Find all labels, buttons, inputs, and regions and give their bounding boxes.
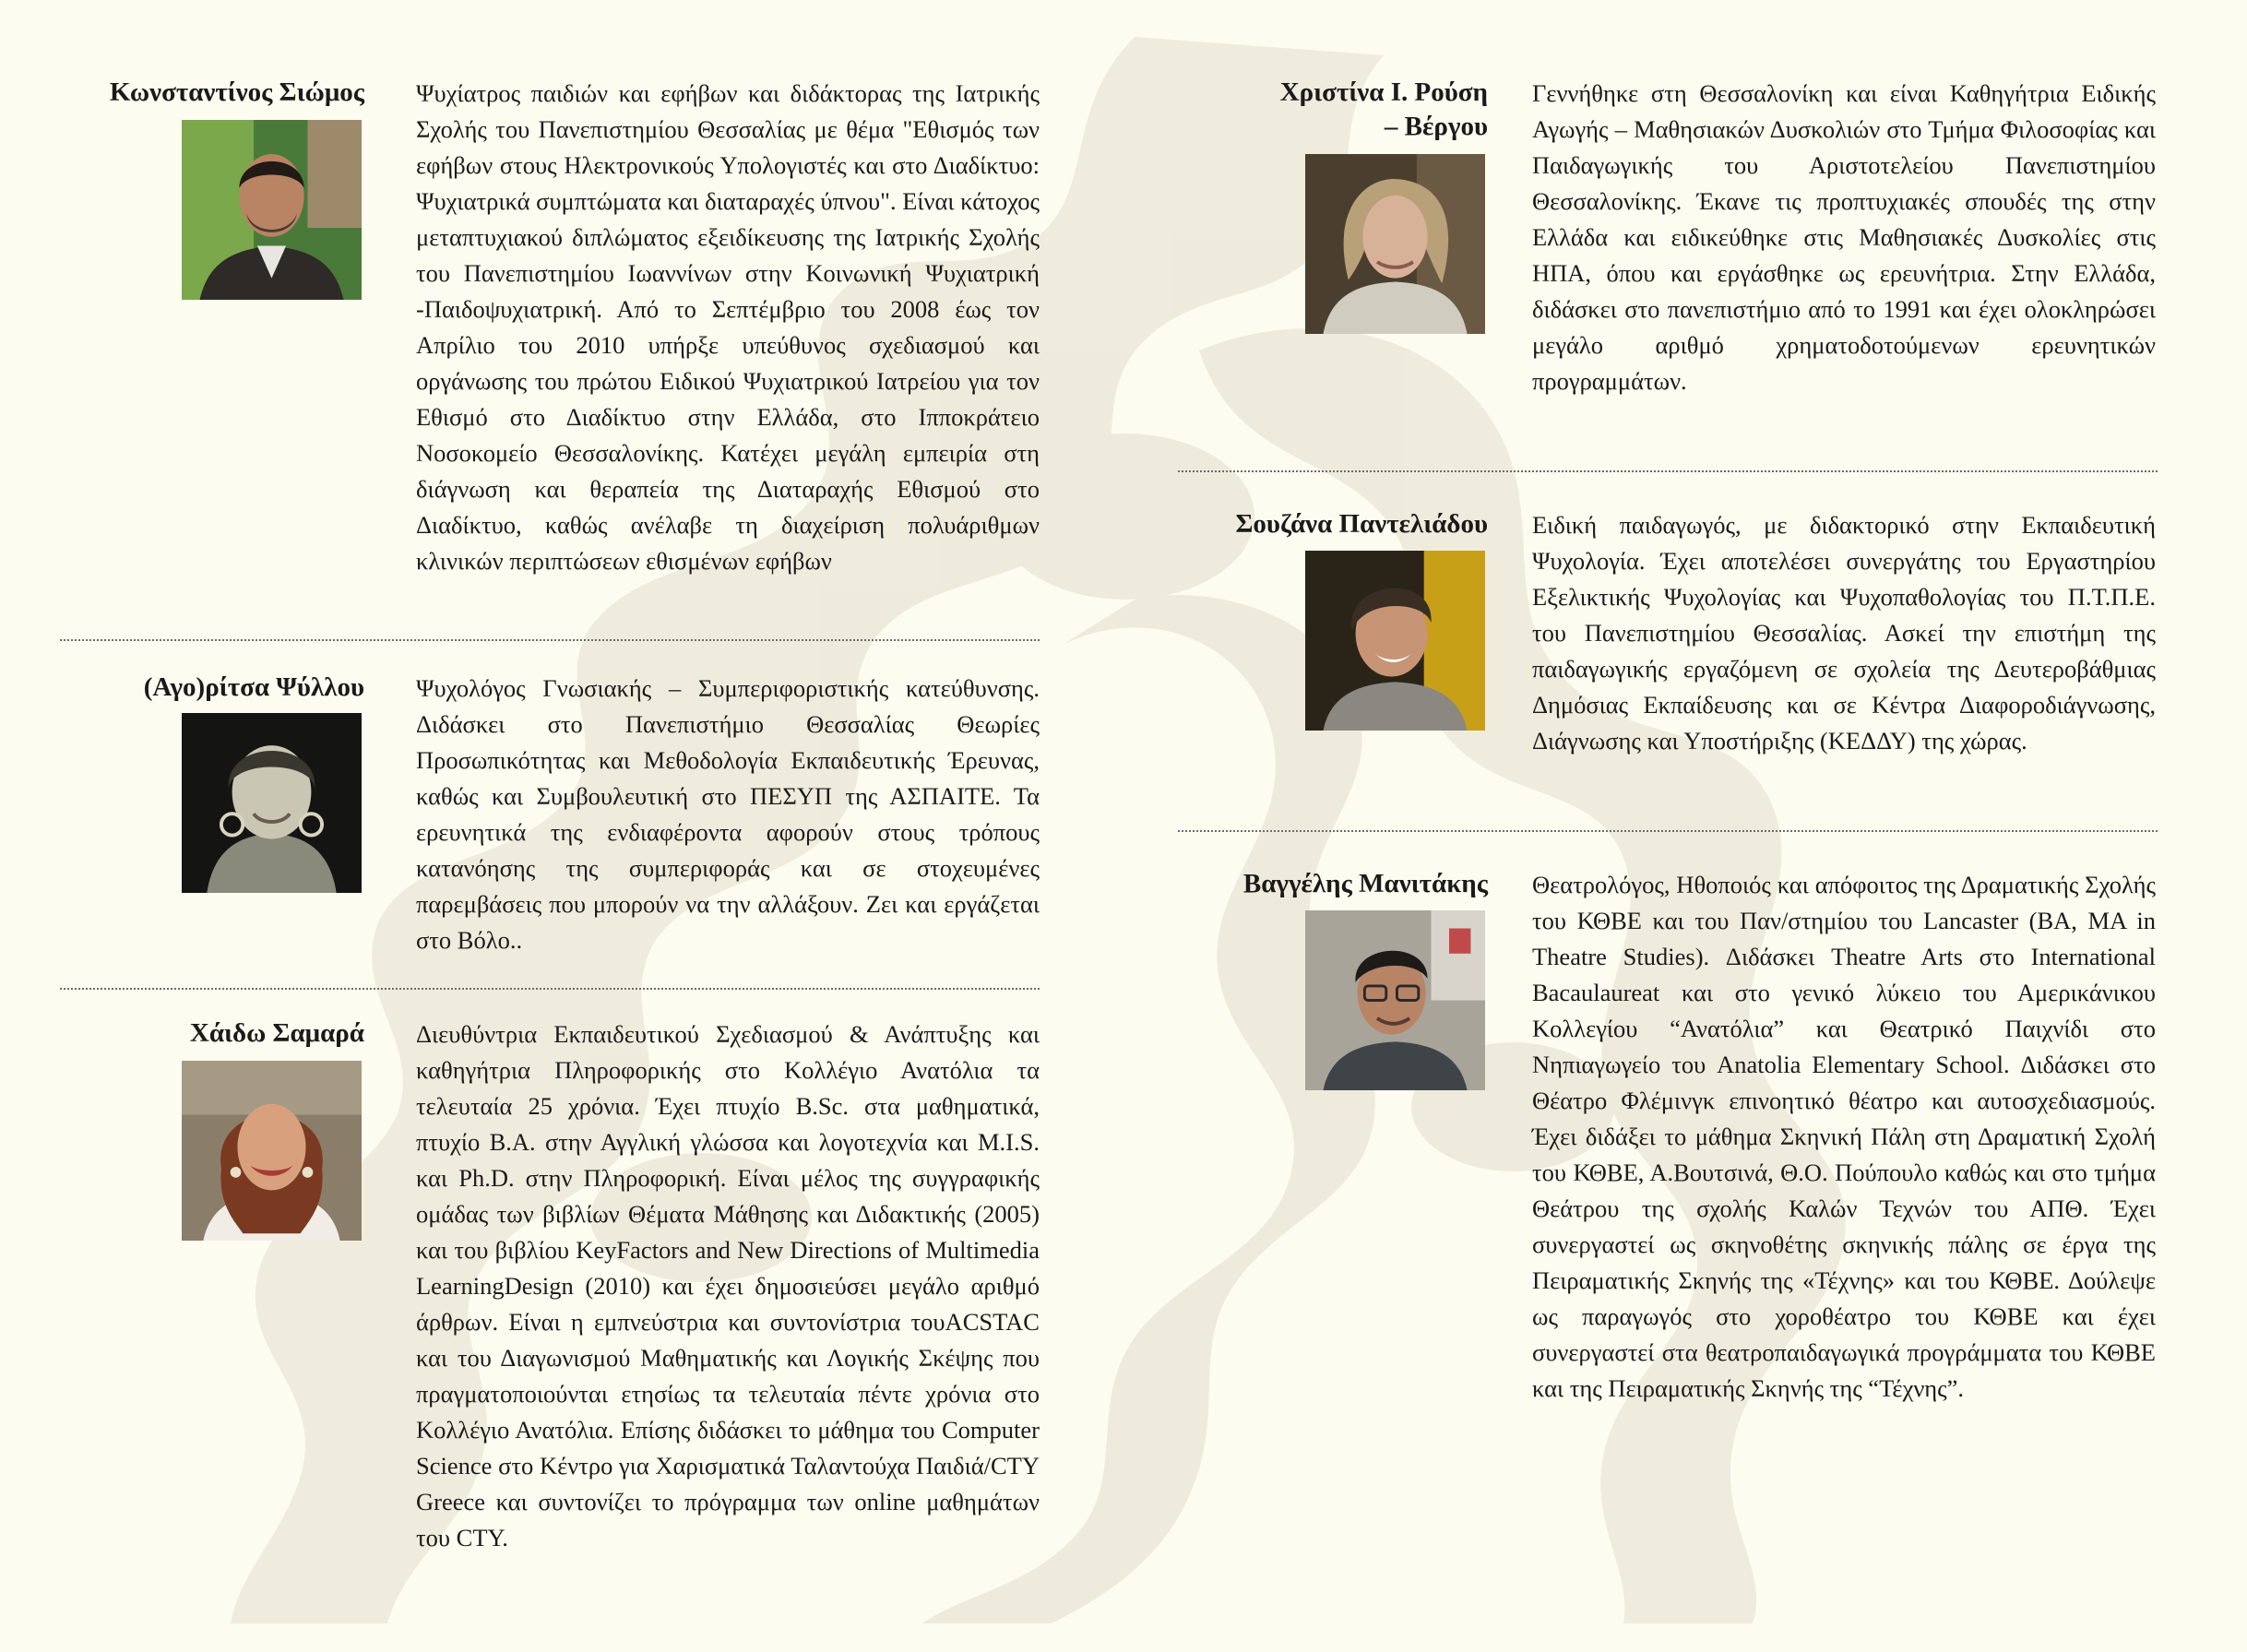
person-bio: Γεννήθηκε στη Θεσσαλονίκη και είναι Καθηγήτρια Ειδικής Αγωγής – Μαθησιακών Δυσκολιών στο Τμήμα Φιλοσοφίας και Παιδαγωγικής του Αριστοτελείου Πανεπιστημίου Θεσσαλονίκης. Έκανε τις προπτυχιακές σπουδές της στην Ελλάδα και ειδικεύθηκε στις Μαθησιακές Δυσκολίες στις ΗΠΑ, όπου και εργάσθηκε ως ερευνήτρια. Στην Ελλάδα, διδάσκει στο πανεπιστήμιο από το 1991 και έχει ολοκληρώσει μεγάλο αριθμό χρηματοδοτούμενων ερευνητικών προγραμμάτων. bbox=[1532, 79, 2156, 395]
portrait-photo-icon bbox=[182, 1061, 362, 1241]
person-bio: Ψυχίατρος παιδιών και εφήβων και διδάκτορας της Ιατρικής Σχολής του Πανεπιστημίου Θεσσαλίας με θέμα "Εθισμός των εφήβων στους Ηλεκτρονικούς Υπολογιστές και στο Διαδίκτυο: Ψυχιατρικά συμπτώματα και διαταραχές ύπνου". Είναι κάτοχος μεταπτυχιακού διπλώματος εξειδίκευσης της Ιατρικής Σχολής του Πανεπιστημίου Ιωαννίνων στην Κοινωνική Ψυχιατρική -Παιδοψυχιατρική. Από το Σεπτέμβριο του 2008 έως τον Απρίλιο του 2010 υπήρξε υπεύθυνος σχεδιασμού και οργάνωσης του πρώτου Ειδικού Ψυχιατρικού Ιατρείου για τον Εθισμό στο Διαδίκτυο στην Ελλάδα, στο Ιπποκράτειο Νοσοκομείο Θεσσαλονίκης. Κατέχει μεγάλη εμπειρία στη διάγνωση και θεραπεία της Διαταραχής Εθισμού στο Διαδίκτυο, καθώς ανέλαβε τη διαχείριση πολυάριθμων κλινικών περιπτώσεων εθισμένων εφήβων bbox=[416, 79, 1040, 575]
portrait-photo-icon bbox=[1305, 910, 1485, 1090]
section-divider bbox=[60, 988, 1040, 990]
person-bio: Θεατρολόγος, Ηθοποιός και απόφοιτος της Δραματικής Σχολής του ΚΘΒΕ και του Παν/στημίου του Lancaster (BA, MA in Theatre Studies). Διδάσκει Theatre Arts στο International Bacaulaureat και στο γενικό λύκειο του Αμερικάνικου Κολλεγίου “Ανατόλια” και Θεατρικό Παιχνίδι στο Νηπιαγωγείο του Anatolia Elementary School. Διδάσκει στο Θέατρο Φλέμινγκ επινοητικό θέατρο και αυτοσχεδιασμούς. Έχει διδάξει το μάθημα Σκηνική Πάλη στη Δραματική Σχολή του ΚΘΒΕ, Α.Βουτσινά, Θ.Ο. Πούπουλο καθώς και στο τμήμα Θεάτρου της σχολής Καλών Τεχνών του ΑΠΘ. Έχει συνεργαστεί ως σκηνοθέτης σκηνικής πάλης σε έργα της Πειραματικής Σκηνής της «Τέχνης» και του ΚΘΒΕ. Δούλεψε ως παραγωγός στο χοροθέατρο του ΚΘΒΕ και έχει συνεργαστεί στα θεατροπαιδαγωγικά προγράμματα του ΚΘΒΕ και της Πειραματικής Σκηνής της “Τέχνης”. bbox=[1532, 871, 2156, 1402]
person-name: Χριστίνα Ι. Ρούση bbox=[1279, 77, 1488, 107]
person-bio: Ειδική παιδαγωγός, με διδακτορικό στην Εκπαιδευτική Ψυχολογία. Έχει αποτελέσει συνεργάτης του Εργαστηρίου Εξελικτικής Ψυχολογίας και Ψυχοπαθολογίας του Π.Τ.Π.Ε. του Πανεπιστημίου Θεσσαλίας. Ασκεί την επιστήμη της παιδαγωγικής εργαζόμενη σε σχολεία της Δευτεροβάθμιας Δημόσιας Εκπαίδευσης και σε Κέντρα Διαφοροδιάγνωσης, Διάγνωσης και Υποστήριξης (ΚΕΔΔΥ) της χώρας. bbox=[1532, 511, 2156, 755]
portrait-photo-icon bbox=[1305, 154, 1485, 334]
section-divider bbox=[1178, 470, 2158, 472]
portrait-photo-icon bbox=[182, 713, 362, 893]
section-divider bbox=[1178, 830, 2158, 832]
person-bio: Διευθύντρια Εκπαιδευτικού Σχεδιασμού & Ανάπτυξης και καθηγήτρια Πληροφορικής στο Κολλέγιο Ανατόλια τα τελευταία 25 χρόνια. Έχει πτυχίο B.Sc. στα μαθηματικά, πτυχίο B.A. στην Αγγλική γλώσσα και λογοτεχνία και M.I.S. και Ph.D. στην Πληροφορική. Είναι μέλος της συγγραφικής ομάδας των βιβλίων Θέματα Μάθησης και Διδακτικής (2005) και του βιβλίου KeyFactors and New Directions of Multimedia LearningDesign (2010) και έχει δημοσιεύσει μεγάλο αριθμό άρθρων. Είναι η εμπνεύστρια και συντονίστρια τουACSTAC και του Διαγωνισμού Μαθηματικής και Λογικής Σκέψης που πραγματοποιούνται ετησίως τα τελευταία πέντε χρόνια στο Κολλέγιο Ανατόλια. Επίσης διδάσκει το μάθημα του Computer Science στο Κέντρο για Χαρισματικά Ταλαντούχα Παιδιά/CTY Greece και συντονίζει το πρόγραμμα των online μαθημάτων του CTY. bbox=[416, 1020, 1040, 1551]
person-name: (Αγο)ρίτσα Ψύλλου bbox=[143, 672, 364, 702]
portrait-photo-icon bbox=[1305, 551, 1485, 731]
person-name: Σουζάνα Παντελιάδου bbox=[1235, 509, 1488, 539]
person-name: Κωνσταντίνος Σιώμος bbox=[109, 77, 364, 107]
person-name-continued: – Βέργου bbox=[1384, 112, 1488, 141]
person-name: Βαγγέλης Μανιτάκης bbox=[1242, 869, 1488, 898]
person-name: Χάιδω Σαμαρά bbox=[189, 1018, 364, 1048]
portrait-photo-icon bbox=[182, 120, 362, 300]
person-bio: Ψυχολόγος Γνωσιακής – Συμπεριφοριστικής κατεύθυνσης. Διδάσκει στο Πανεπιστήμιο Θεσσαλίας Θεωρίες Προσωπικότητας και Μεθοδολογία Εκπαιδευτικής Έρευνας, καθώς και Συμβουλευτική στο ΠΕΣΥΠ της ΑΣΠΑΙΤΕ. Τα ερευνητικά της ενδιαφέροντα αφορούν στους τρόπους κατανόησης της συμπεριφοράς και σε στοχευμένες παρεμβάσεις που μπορούν να την αλλάξουν. Ζει και εργάζεται στο Βόλο.. bbox=[416, 674, 1040, 954]
section-divider bbox=[60, 639, 1040, 641]
